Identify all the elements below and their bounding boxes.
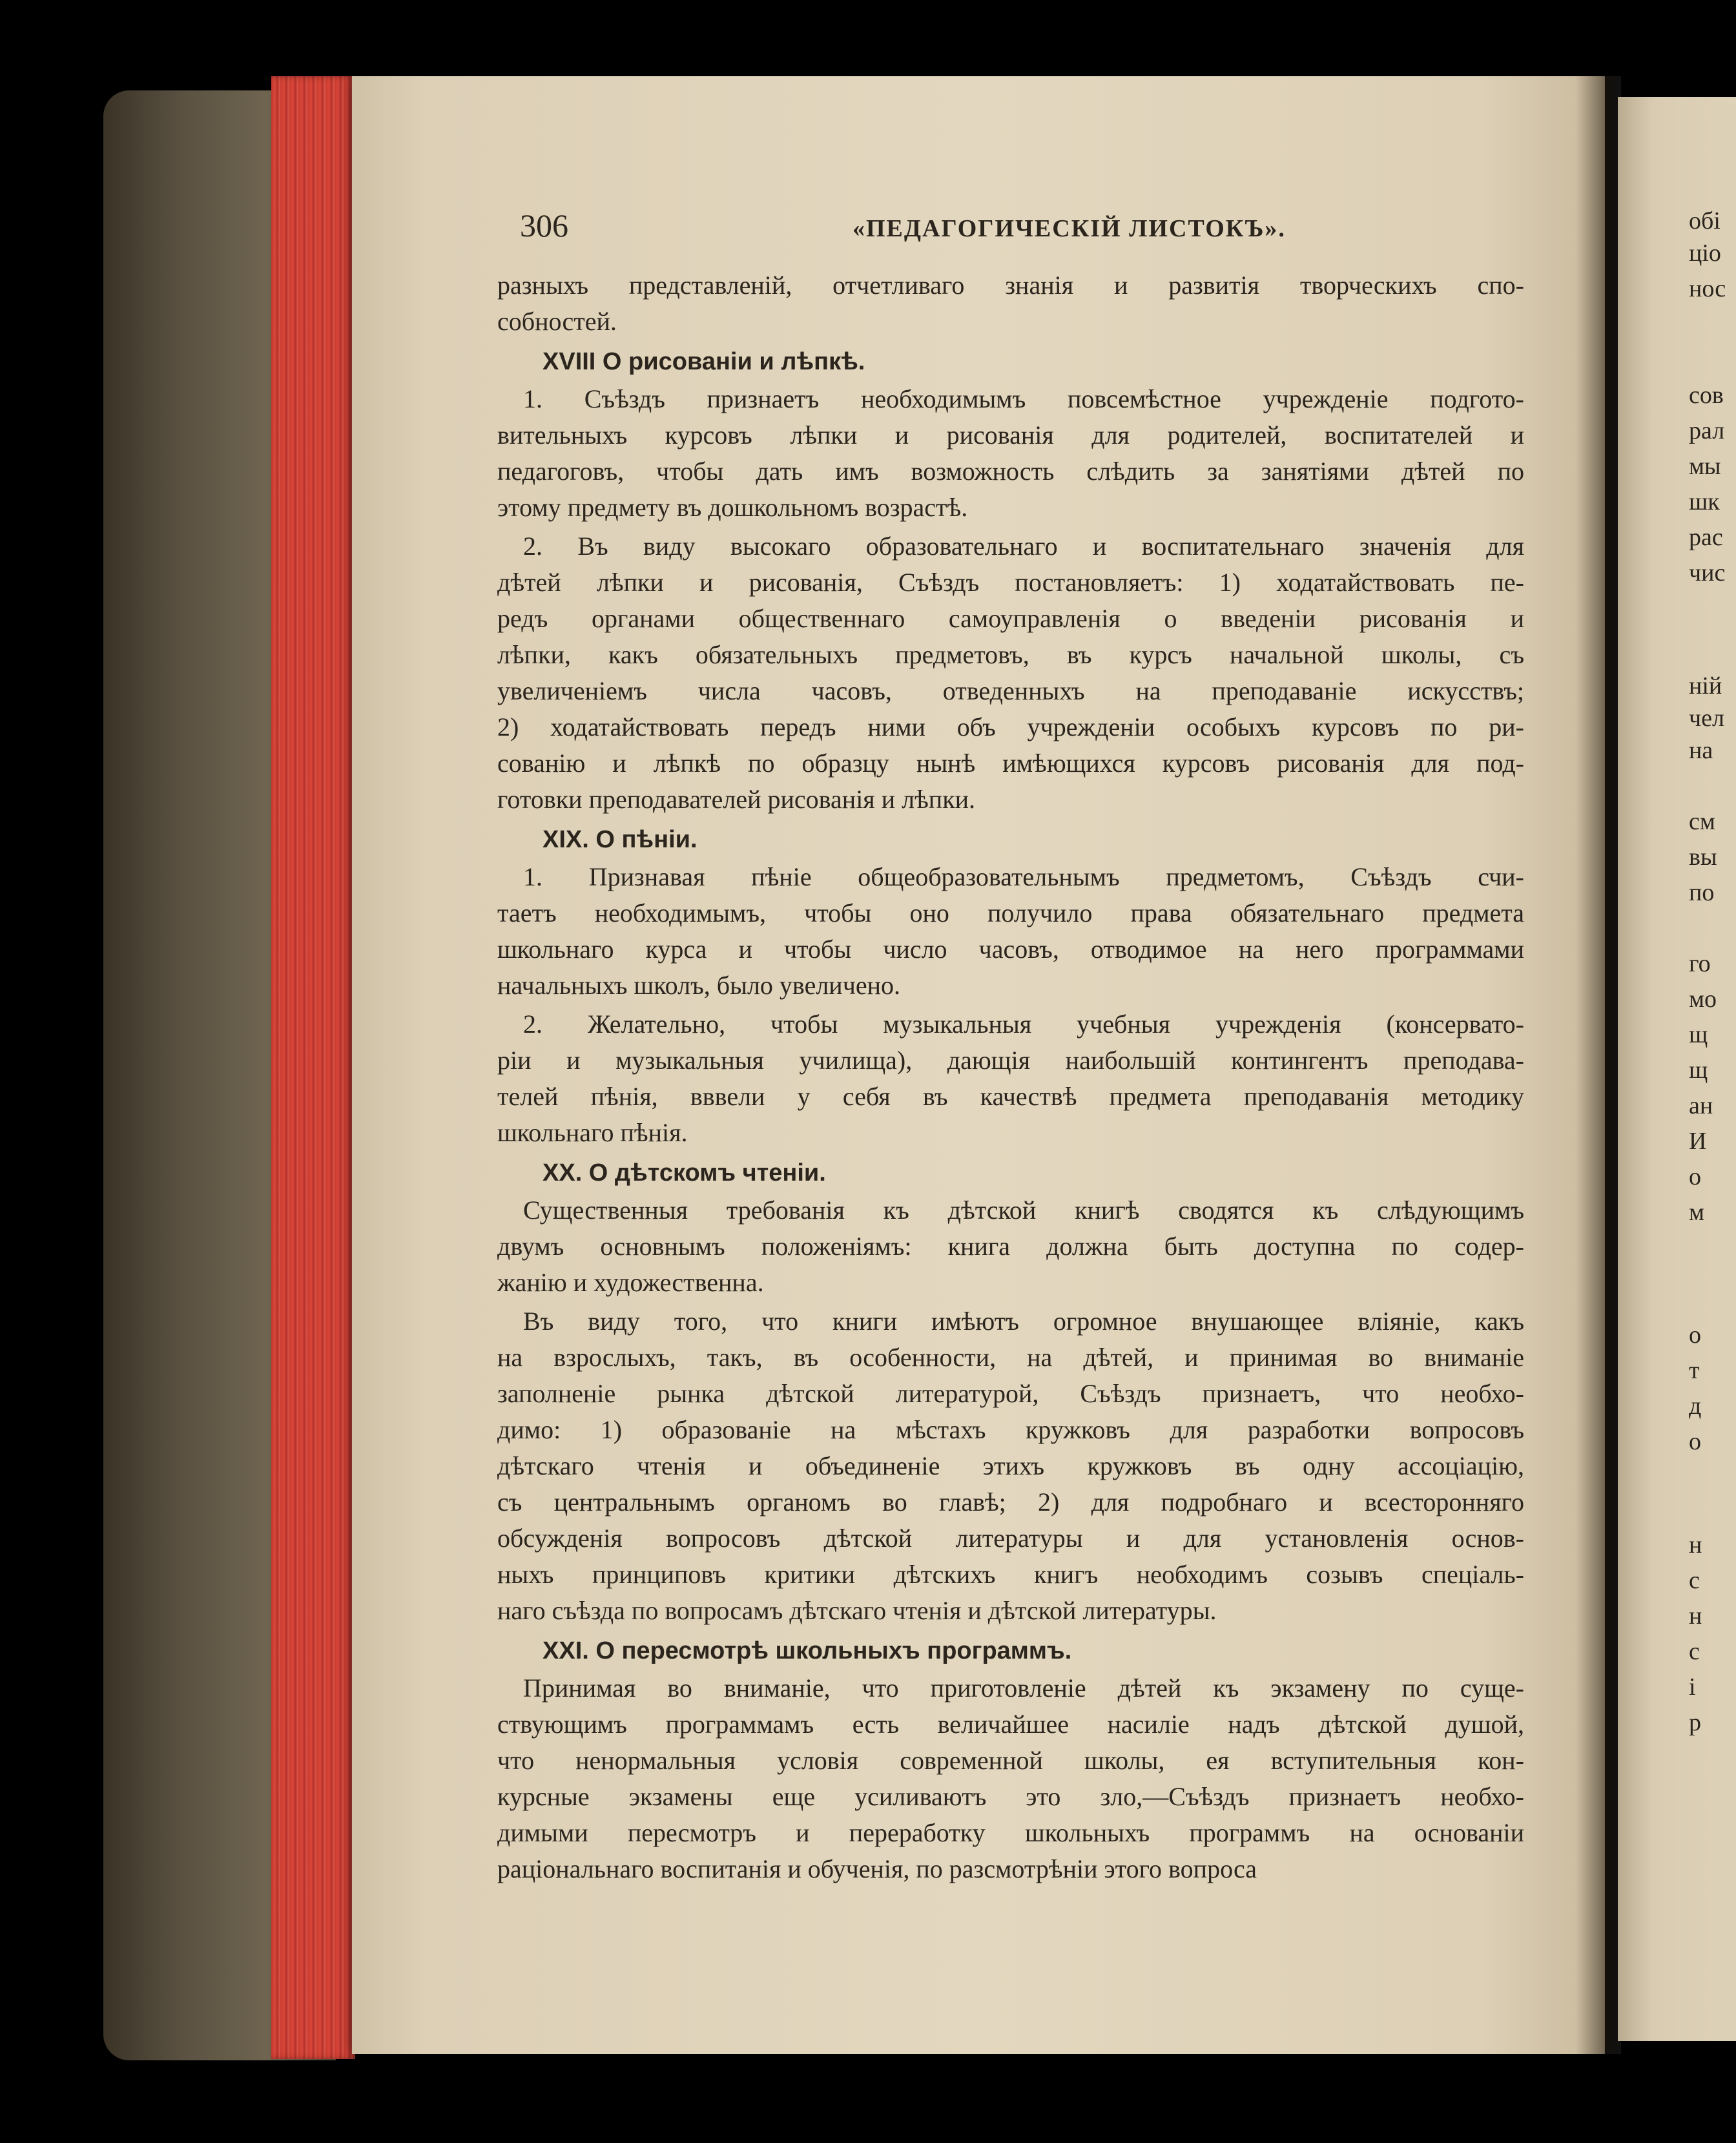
facing-page-fragment: н (1689, 1531, 1702, 1558)
page-content (497, 207, 1524, 1890)
facing-page-fragment: р (1689, 1709, 1701, 1736)
text-line: съ центральнымъ органомъ во главѣ; 2) для подробнаго и всесторонняго (497, 1487, 1524, 1517)
section-heading: XXI. О пересмотрѣ школьныхъ программъ. (542, 1637, 1072, 1664)
page-edge (271, 76, 355, 2059)
paragraph (497, 1303, 1524, 1629)
text-line: школьнаго курса и чтобы число часовъ, отводимое на него программами (497, 935, 1524, 964)
text-line: собностей. (497, 307, 617, 336)
facing-page-fragment: сов (1689, 382, 1724, 409)
body-text (497, 267, 1524, 1887)
text-line: сованiю и лѣпкѣ по образцу нынѣ имѣющихся курсовъ рисованiя для под- (497, 749, 1524, 778)
facing-page-fragment: нос (1689, 275, 1726, 302)
page-number: 306 (520, 207, 568, 243)
text-line: 2. Въ виду высокаго образовательнаго и воспитательнаго значенiя для (523, 532, 1524, 561)
running-head: «ПЕДАГОГИЧЕСКIЙ ЛИСТОКЪ». (852, 215, 1286, 242)
facing-page-fragment: і (1689, 1673, 1696, 1701)
facing-page-fragment: на (1689, 737, 1713, 764)
facing-page-fragment: вы (1689, 844, 1717, 871)
text-line: димыми пересмотръ и переработку школьныхъ программъ на основанiи (497, 1818, 1524, 1847)
text-line: готовки преподавателей рисованiя и лѣпки. (497, 785, 976, 814)
facing-page-fragment: рас (1689, 524, 1723, 551)
facing-page-fragment: м (1689, 1199, 1705, 1226)
section-heading: XX. О дѣтскомъ чтенiи. (542, 1159, 826, 1186)
facing-page-fragment: обі (1689, 207, 1720, 234)
paragraph (497, 1192, 1524, 1301)
text-line: дѣтскаго чтенiя и объединенiе этихъ кружковъ въ одну ассоцiацiю, (497, 1451, 1524, 1480)
text-line: двумъ основнымъ положенiямъ: книга должна быть доступна по содер- (497, 1232, 1524, 1261)
text-line: этому предмету въ дошкольномъ возрастѣ. (497, 493, 968, 522)
text-line: Въ виду того, что книги имѣютъ огромное внушающее влiянiе, какъ (523, 1307, 1524, 1336)
paragraph (497, 1670, 1524, 1887)
paragraph (497, 1006, 1524, 1151)
book-gutter (1576, 76, 1621, 2054)
facing-page-fragment: чис (1689, 559, 1726, 586)
text-line: таетъ необходимымъ, чтобы оно получило права обязательнаго предмета (497, 898, 1524, 927)
text-line: увеличенiемъ числа часовъ, отведенныхъ на преподаванiе искусствъ; (497, 676, 1524, 705)
facing-page-fragment: т (1689, 1357, 1700, 1384)
paragraph (497, 859, 1524, 1004)
text-line: дѣтей лѣпки и рисованiя, Съѣздъ постановляетъ: 1) ходатайствовать пе- (497, 568, 1524, 597)
section-heading: XVIII О рисованiи и лѣпкѣ. (542, 348, 865, 375)
text-line: рацiональнаго воспитанiя и обученiя, по разсмотрѣнiи этого вопроса (497, 1854, 1257, 1883)
text-line: ныхъ принциповъ критики дѣтскихъ книгъ необходимъ созывъ спецiаль- (497, 1560, 1524, 1589)
facing-page-fragment: о (1689, 1163, 1701, 1190)
facing-page-fragment: с (1689, 1638, 1700, 1665)
facing-page-fragment: ан (1689, 1092, 1713, 1119)
facing-page-fragment: по (1689, 879, 1715, 906)
text-line: начальныхъ школъ, было увеличено. (497, 971, 900, 1000)
facing-page-fragment: И (1689, 1128, 1707, 1155)
text-line: 2. Желательно, чтобы музыкальныя учебныя учрежденiя (консервато- (523, 1009, 1524, 1039)
text-line: наго съѣзда по вопросамъ дѣтскаго чтенiя и дѣтской литературы. (497, 1596, 1217, 1625)
facing-page-fragment: с (1689, 1567, 1700, 1594)
facing-page-fragment: мо (1689, 986, 1717, 1013)
paragraph (497, 528, 1524, 818)
page-header (497, 207, 1524, 258)
text-line: обсужденiя вопросовъ дѣтской литературы и для установленiя основ- (497, 1524, 1524, 1553)
facing-page-fragment: рал (1689, 417, 1725, 444)
text-line: ствующимъ программамъ есть величайшее насилiе надъ дѣтской душой, (497, 1710, 1524, 1739)
text-line: курсные экзамены еще усиливаютъ это зло,—Съѣздъ признаетъ необхо- (497, 1782, 1524, 1811)
text-line: педагоговъ, чтобы дать имъ возможность слѣдить за занятiями дѣтей по (497, 457, 1524, 486)
facing-page-fragment: го (1689, 950, 1711, 977)
section-heading: XIX. О пѣнiи. (542, 826, 698, 853)
facing-page-fragment: о (1689, 1321, 1701, 1349)
text-line: редъ органами общественнаго самоуправленiя о введенiи рисованiя и (497, 604, 1524, 633)
text-line: вительныхъ курсовъ лѣпки и рисованiя для родителей, воспитателей и (497, 420, 1524, 450)
text-line: жанiю и художественна. (497, 1268, 764, 1297)
facing-page-fragment: щ (1689, 1021, 1708, 1048)
text-line: лѣпки, какъ обязательныхъ предметовъ, въ курсъ начальной школы, съ (497, 640, 1524, 669)
text-line: рiи и музыкальныя училища), дающiя наибольшiй контингентъ преподава- (497, 1046, 1524, 1075)
facing-page-fragment: о (1689, 1428, 1701, 1455)
text-line: димо: 1) образованiе на мѣстахъ кружковъ для разработки вопросовъ (497, 1415, 1524, 1444)
paragraph (497, 267, 1524, 340)
text-line: разныхъ представленiй, отчетливаго знанiя и развитiя творческихъ спо- (497, 271, 1524, 300)
facing-page-fragment: чел (1689, 705, 1724, 732)
text-line: школьнаго пѣнiя. (497, 1118, 688, 1147)
facing-page-fragment: щ (1689, 1057, 1708, 1084)
facing-page-fragment: шк (1689, 488, 1720, 515)
text-line: 1. Признавая пѣнiе общеобразовательнымъ предметомъ, Съѣздъ счи- (523, 862, 1524, 891)
text-line: телей пѣнiя, вввели у себя въ качествѣ предмета преподаванiя методику (497, 1082, 1524, 1111)
text-line: Существенныя требованiя къ дѣтской книгѣ сводятся къ слѣдующимъ (523, 1196, 1524, 1225)
facing-page-fragment: н (1689, 1602, 1702, 1630)
text-line: Принимая во вниманiе, что приготовленiе дѣтей къ экзамену по суще- (523, 1673, 1524, 1703)
paragraph (497, 381, 1524, 526)
facing-page (1618, 97, 1736, 2041)
text-line: 1. Съѣздъ признаетъ необходимымъ повсемѣстное учрежденiе подгото- (523, 384, 1524, 413)
text-line: что ненормальныя условiя современной школы, ея вступительныя кон- (497, 1746, 1524, 1775)
facing-page-fragment: д (1689, 1392, 1702, 1420)
text-line: на взрослыхъ, такъ, въ особенности, на дѣтей, и принимая во вниманiе (497, 1343, 1524, 1372)
facing-page-fragment: см (1689, 808, 1715, 835)
text-line: заполненiе рынка дѣтской литературой, Съѣздъ признаетъ, что необхо- (497, 1379, 1524, 1408)
facing-page-fragment: мы (1689, 453, 1721, 480)
facing-page-fragment: ціо (1689, 240, 1721, 267)
facing-page-fragment: ній (1689, 672, 1722, 699)
text-line: 2) ходатайствовать передъ ними объ учрежденiи особыхъ курсовъ по ри- (497, 712, 1524, 741)
